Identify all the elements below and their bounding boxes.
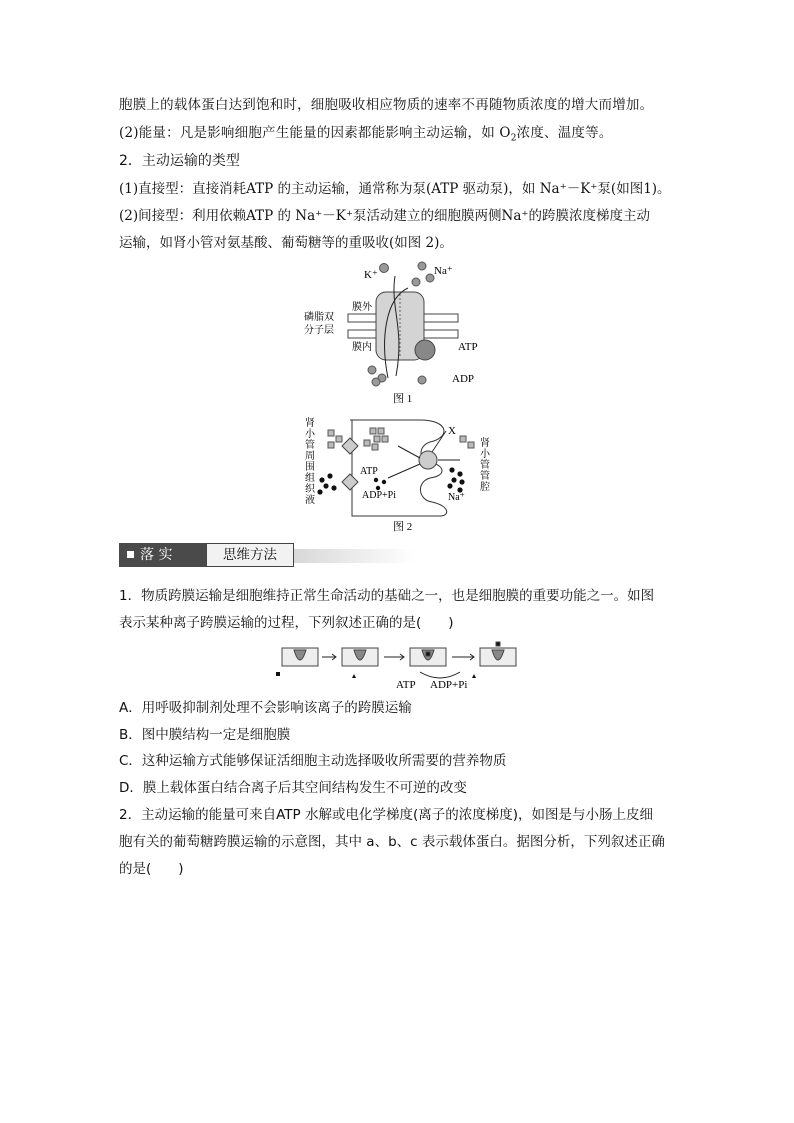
paragraph-energy (119, 124, 613, 148)
section-badge (119, 543, 206, 567)
left-label-char: 小 (305, 429, 315, 440)
na-ion (418, 262, 426, 270)
figure-1-atp-label: ATP (458, 341, 478, 353)
right-label-char: 小 (480, 449, 490, 460)
q1-stem-line2: 表示某种离子跨膜运输的过程，下列叙述正确的是( ) (119, 615, 454, 631)
membrane-stage-2 (342, 648, 378, 666)
left-label-char: 织 (305, 484, 315, 495)
figure-2-adp-label: ADP+Pi (362, 490, 396, 501)
q1-option-d[interactable]: D．膜上载体蛋白结合离子后其空间结构发生不可逆的改变 (119, 780, 467, 796)
figure-2-caption: 图 2 (393, 521, 413, 533)
x-carrier (419, 451, 437, 469)
k-ion (380, 264, 389, 273)
section-bar-fade (294, 549, 415, 563)
right-label-char: 肾 (480, 438, 490, 449)
q2-stem-line1: 2．主动运输的能量可来自ATP 水解或电化学梯度(离子的浓度梯度)，如图是与小肠上皮细 (119, 807, 653, 823)
left-label-char: 周 (305, 451, 315, 462)
atpase-pump (342, 474, 358, 490)
paragraph-direct-type: (1)直接型：直接消耗ATP 的主动运输，通常称为泵(ATP 驱动泵)，如 Na⁺－K⁺泵(如图1)。 (119, 181, 671, 197)
figure-1-na-label: Na⁺ (434, 265, 453, 277)
left-label-char: 组 (305, 473, 315, 484)
na-ion (412, 278, 420, 286)
square-bullet-icon (127, 551, 134, 558)
membrane-stage-1 (282, 648, 318, 666)
figure-1-k-label: K⁺ (364, 269, 378, 281)
paragraph-energy-text: (2)能量：凡是影响细胞产生能量的因素都能影响主动运输，如 O (119, 125, 511, 141)
figure-2-right-label (480, 436, 491, 493)
q1-option-a[interactable]: A．用呼吸抑制剂处理不会影响该离子的跨膜运输 (119, 700, 412, 716)
figure-1-adp-label: ADP (452, 373, 475, 385)
figure-2-atp-label: ATP (360, 466, 378, 477)
left-transporter (342, 438, 358, 454)
oxygen-subscript: 2 (510, 133, 517, 144)
solute-arrow (398, 446, 420, 458)
membrane-stage-3 (410, 648, 446, 666)
q1-figure-atp: ATP (396, 679, 416, 691)
left-label-char: 围 (305, 462, 315, 473)
q1-option-c[interactable]: C．这种运输方式能够保证活细胞主动选择吸收所需要的营养物质 (119, 753, 507, 769)
right-label-char: 管 (480, 460, 490, 471)
q2-stem-line3: 的是( ) (119, 861, 184, 877)
atp-binding-site (415, 340, 435, 360)
na-ion (372, 378, 380, 386)
left-label-char: 管 (305, 440, 315, 451)
paragraph-energy-text-end: 浓度、温度等。 (516, 125, 613, 141)
bilayer-label-line1: 磷脂双 (304, 312, 334, 323)
left-label-char: 液 (305, 495, 315, 506)
inside-label: 膜内 (352, 342, 372, 353)
k-ion (368, 366, 376, 374)
right-label-char: 腔 (480, 482, 490, 493)
x-pointer (432, 431, 446, 452)
paragraph-indirect-type: (2)间接型：利用依赖ATP 的 Na⁺－K⁺泵活动建立的细胞膜两侧Na⁺的跨膜浓度梯度主动 (119, 208, 650, 224)
left-label-char: 肾 (305, 418, 315, 429)
section-title: 思维方法 (206, 543, 294, 567)
figure-2-na-label: Na⁺ (448, 492, 465, 503)
figure-1-caption: 图 1 (393, 393, 413, 405)
figure-2-x-label: X (448, 425, 456, 437)
q2-stem-line2: 胞有关的葡萄糖跨膜运输的示意图，其中 a、b、c 表示载体蛋白。据图分析，下列叙述正确 (119, 834, 665, 850)
q1-figure-adp: ADP+Pi (430, 679, 468, 691)
outside-label: 膜外 (352, 302, 372, 313)
paragraph-indirect-example: 运输，如肾小管对氨基酸、葡萄糖等的重吸收(如图 2)。 (119, 235, 453, 251)
right-label-char: 管 (480, 471, 490, 482)
figure-1-na-k-pump (300, 258, 500, 408)
na-ion (418, 376, 426, 384)
paragraph-saturation: 胞膜上的载体蛋白达到饱和时，细胞吸收相应物质的速率不再随物质浓度的增大而增加。 (119, 97, 654, 113)
figure-2-kidney-tubule (300, 416, 500, 538)
membrane-stage-4 (480, 642, 516, 666)
section-bar (119, 543, 415, 567)
q1-option-b[interactable]: B．图中膜结构一定是细胞膜 (119, 727, 291, 743)
sodium-cell-arrow (388, 464, 420, 478)
figure-2-left-label (305, 416, 316, 506)
q1-stem-line1: 1．物质跨膜运输是细胞维持正常生命活动的基础之一，也是细胞膜的重要功能之一。如图 (119, 588, 655, 604)
na-ion (426, 274, 434, 282)
q1-transport-figure (270, 640, 530, 692)
bilayer-label-line2: 分子层 (304, 325, 334, 336)
section-badge-text: 落 实 (140, 547, 173, 563)
section-heading-types: 2．主动运输的类型 (119, 153, 240, 169)
